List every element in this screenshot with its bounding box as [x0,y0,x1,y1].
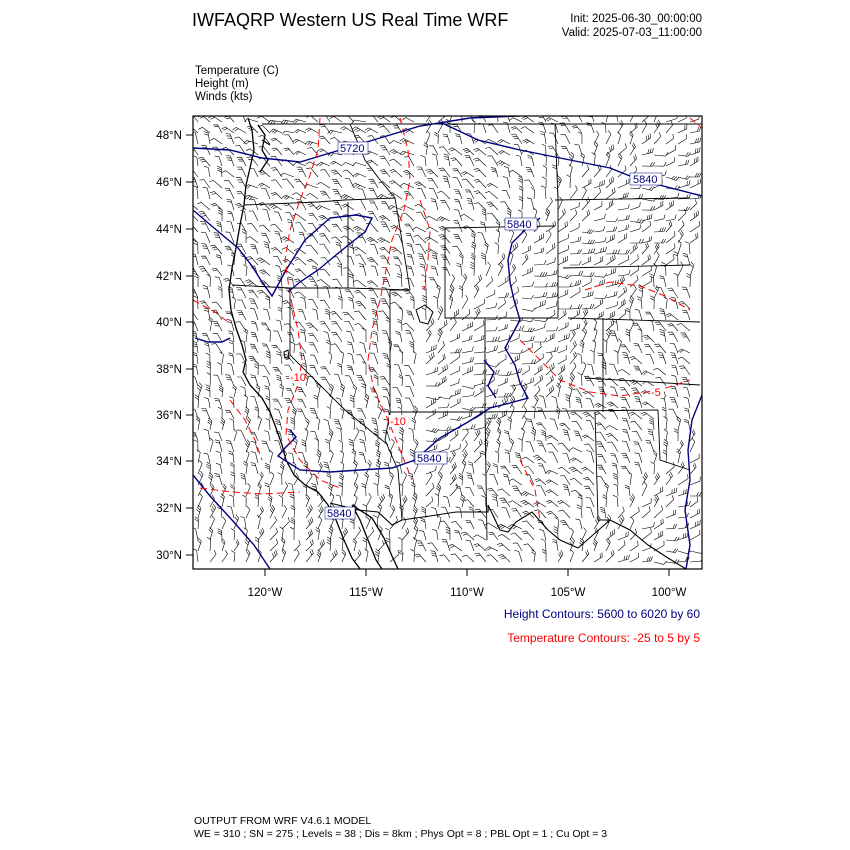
field-label-temperature: Temperature (C) [195,65,279,77]
valid-time: Valid: 2025-07-03_11:00:00 [561,27,702,39]
height-label-5720: 5720 [340,143,365,155]
great-salt-lake [416,305,433,324]
lon-label: 105°W [550,587,586,599]
model-output-line: OUTPUT FROM WRF V4.6.1 MODEL [194,815,372,827]
map-frame [193,116,702,569]
map-title: IWFAQRP Western US Real Time WRF [192,10,509,30]
puget-sound [258,125,270,172]
lat-label: 32°N [156,503,182,515]
field-label-height: Height (m) [195,78,249,90]
lat-label: 42°N [156,271,182,283]
lon-ticks [265,569,669,576]
height-label-5840-wy: 5840 [507,219,532,231]
lon-label: 120°W [247,587,283,599]
lon-label: 110°W [450,587,484,599]
wind-barb-field [186,108,704,564]
lat-label: 34°N [156,456,182,468]
lat-label: 30°N [156,550,182,562]
height-contour-legend: Height Contours: 5600 to 6020 by 60 [503,607,700,621]
lat-label: 44°N [156,224,182,236]
lat-label: 48°N [156,130,182,142]
height-label-5840-sw: 5840 [327,508,352,520]
field-label-winds: Winds (kts) [195,91,253,103]
lat-ticks [186,135,193,555]
model-config-line: WE = 310 ; SN = 275 ; Levels = 38 ; Dis = 8km ; Phys Opt = 8 ; PBL Opt = 1 ; Cu Opt = 3 [194,828,608,840]
height-label-5840-az: 5840 [417,453,442,465]
lon-label: 115°W [349,587,383,599]
init-time: Init: 2025-06-30_00:00:00 [570,13,702,25]
temp-label-nv: -10 [390,416,406,428]
height-label-5840-ne: 5840 [633,174,658,186]
temp-label-ca: -10 [290,372,306,384]
lat-label: 36°N [156,410,182,422]
gulf-of-california [352,505,398,569]
lat-label: 46°N [156,177,182,189]
lat-label: 40°N [156,317,182,329]
lon-label: 100°W [651,587,687,599]
lon-labels [248,587,687,599]
lat-labels [156,130,182,562]
height-contours [193,116,702,569]
temp-label-ok: -5 [651,387,661,399]
wind-barbs [186,108,704,564]
temperature-contour-legend: Temperature Contours: -25 to 5 by 5 [507,631,700,645]
lat-label: 38°N [156,364,182,376]
